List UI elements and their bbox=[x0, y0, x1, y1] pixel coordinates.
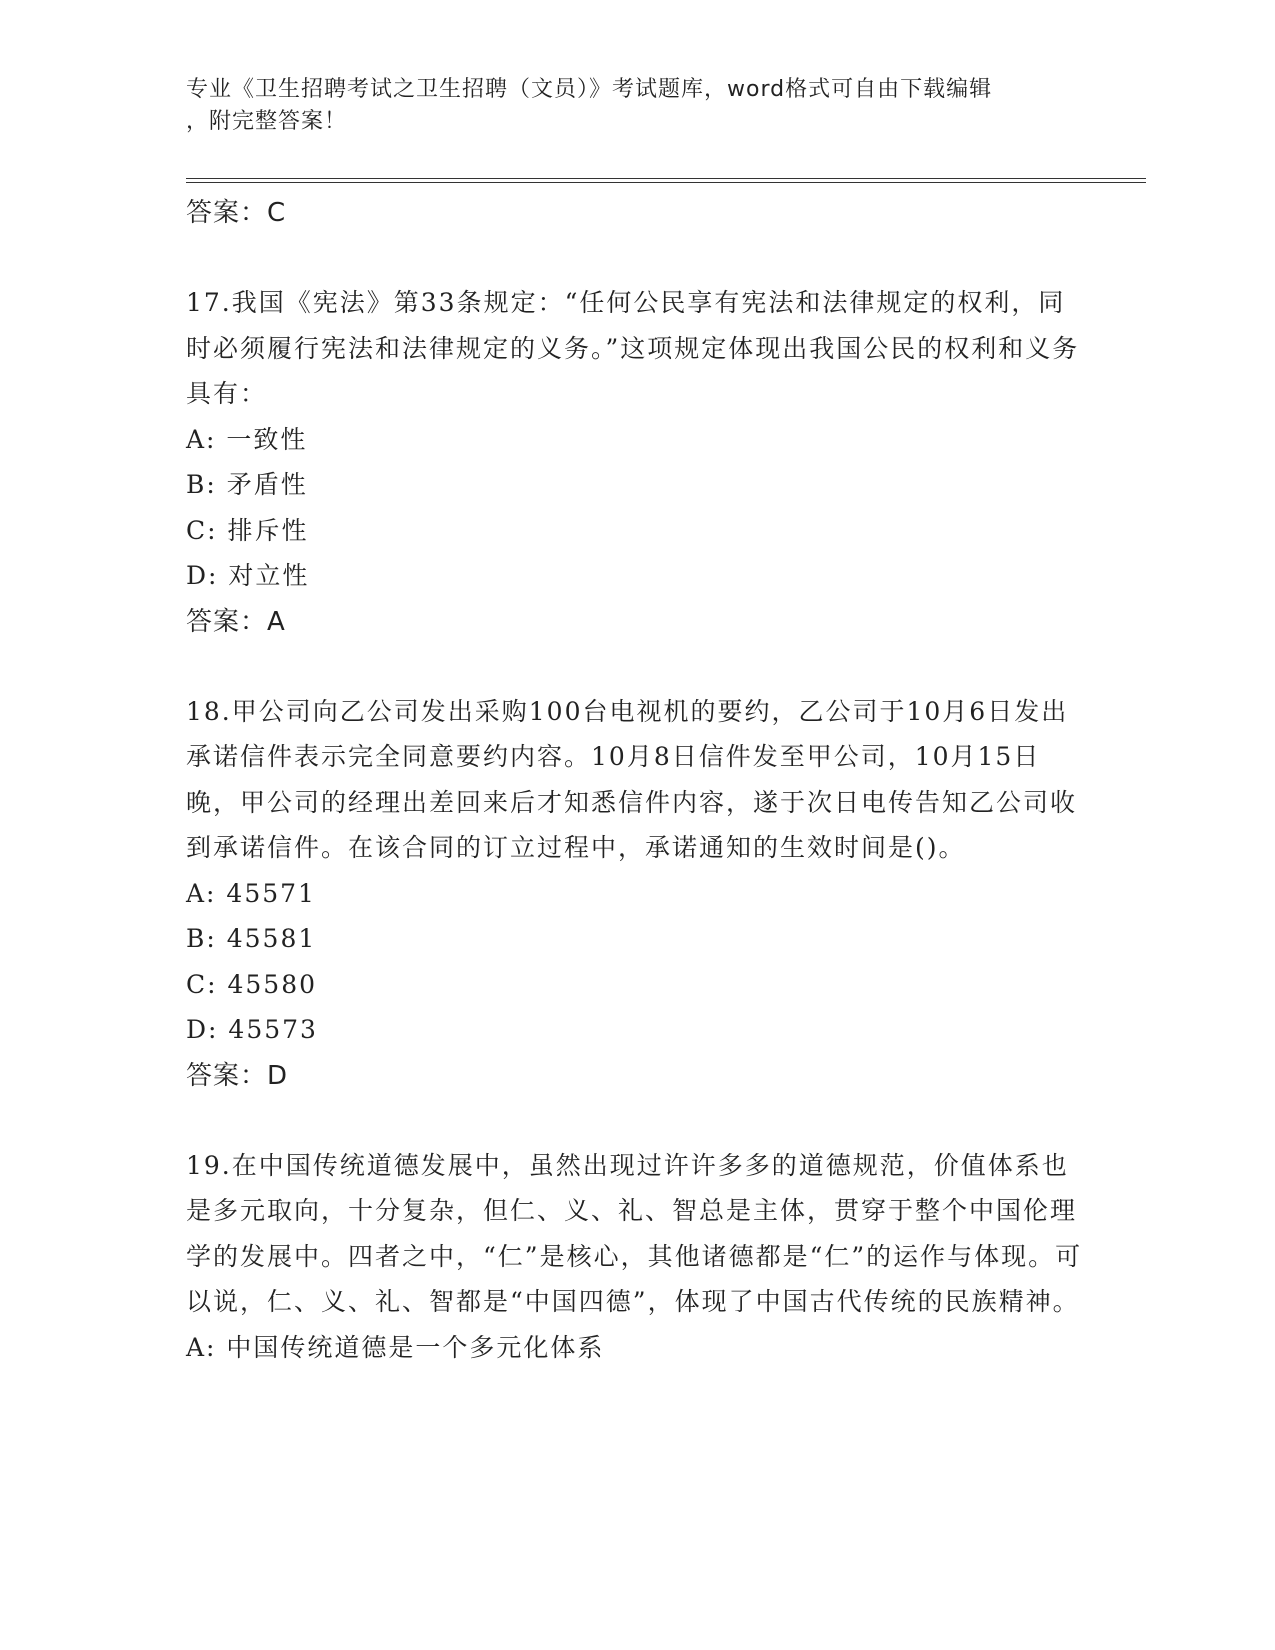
option-c: C: 45580 bbox=[186, 969, 318, 999]
question-stem: 19.在中国传统道德发展中，虽然出现过许许多多的道德规范，价值体系也是多元取向，十分复杂，但仁、义、礼、智总是主体，贯穿于整个中国伦理学的发展中。四者之中，“仁”是核心，其他诸德都是“仁”的运作与体现。可以说，仁、义、礼、智都是“中国四德”，体现了中国古代传统的民族精神。 bbox=[186, 1150, 1083, 1316]
option-d: D: 45573 bbox=[186, 1015, 318, 1044]
spacer bbox=[186, 645, 1086, 689]
header-line-2: ，附完整答案！ bbox=[186, 109, 348, 134]
answer-line: 答案：D bbox=[186, 1060, 289, 1091]
option-b: B: 45581 bbox=[186, 924, 317, 953]
option-a: A: 一致性 bbox=[186, 424, 308, 454]
answer-line: 答案：A bbox=[186, 606, 286, 637]
spacer bbox=[186, 236, 1086, 280]
question-stem: 18.甲公司向乙公司发出采购100台电视机的要约，乙公司于10月6日发出承诺信件表示完全同意要约内容。10月8日信件发至甲公司，10月15日晚，甲公司的经理出差回来后才知悉信件内容，遂于次日电传告知乙公司收到承诺信件。在该合同的订立过程中，承诺通知的生效时间是()。 bbox=[186, 696, 1078, 862]
question-17 bbox=[186, 280, 1086, 645]
option-a: A: 45571 bbox=[186, 878, 316, 908]
spacer bbox=[186, 1099, 1086, 1143]
option-b: B: 矛盾性 bbox=[186, 470, 308, 499]
page-header bbox=[186, 74, 1066, 138]
question-19 bbox=[186, 1143, 1086, 1371]
option-c: C: 排斥性 bbox=[186, 515, 309, 545]
option-d: D: 对立性 bbox=[186, 561, 310, 590]
option-a: A: 中国传统道德是一个多元化体系 bbox=[186, 1332, 605, 1362]
question-list bbox=[186, 190, 1086, 1370]
header-rule-top bbox=[186, 178, 1146, 179]
answer-line: 答案：C bbox=[186, 198, 287, 228]
header-line-1: 专业《卫生招聘考试之卫生招聘（文员）》考试题库，word格式可自由下载编辑 bbox=[186, 77, 993, 102]
question-stem: 17.我国《宪法》第33条规定：“任何公民享有宪法和法律规定的权利，同时必须履行宪法和法律规定的义务。”这项规定体现出我国公民的权利和义务具有： bbox=[186, 288, 1080, 408]
question-18 bbox=[186, 689, 1086, 1099]
header-rule-bottom bbox=[186, 182, 1146, 183]
